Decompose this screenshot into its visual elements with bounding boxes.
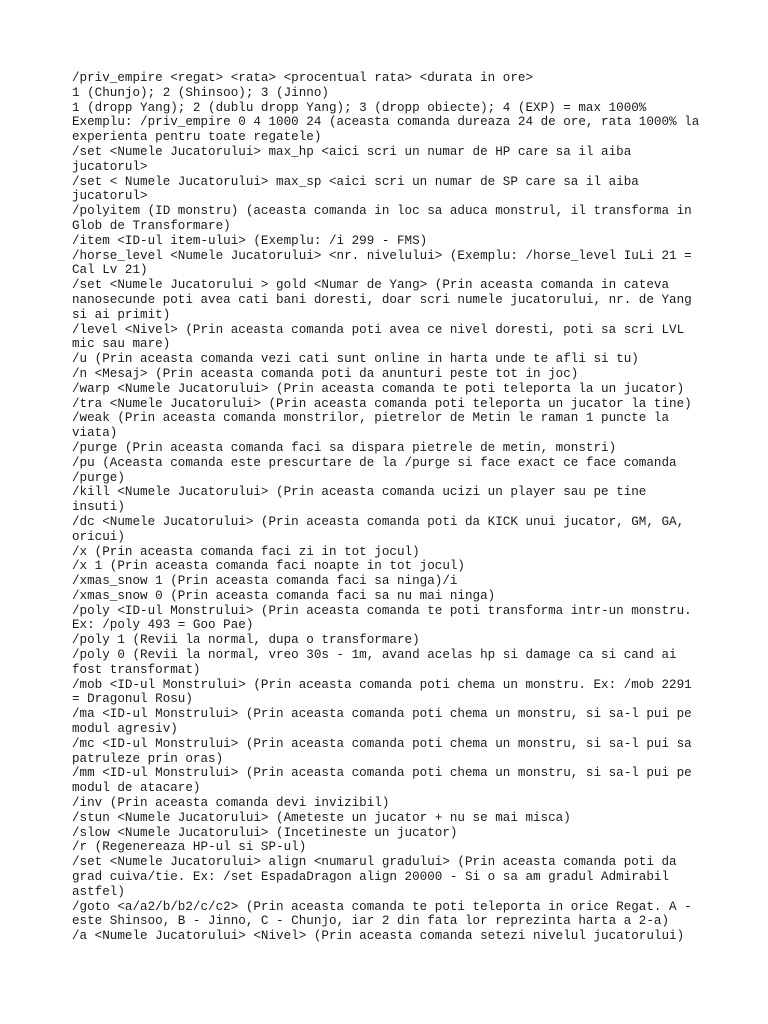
text-line: /horse_level <Numele Jucatorului> <nr. nivelului> (Exemplu: /horse_level IuLi 21 = (72, 248, 692, 263)
text-line: /set <Numele Jucatorului> align <numarul gradului> (Prin aceasta comanda poti da (72, 855, 677, 870)
text-line: /mm <ID-ul Monstrului> (Prin aceasta comanda poti chema un monstru, si sa-l pui pe (72, 766, 692, 781)
text-line: patruleze prin oras) (72, 751, 224, 766)
text-line: experienta pentru toate regatele) (72, 130, 322, 145)
text-line: /poly 1 (Revii la normal, dupa o transformare) (72, 633, 420, 648)
text-line: /polyitem (ID monstru) (aceasta comanda in loc sa aduca monstrul, il transforma in (72, 204, 692, 219)
text-line: /set <Numele Jucatorului> max_hp <aici scri un numar de HP care sa il aiba (72, 144, 632, 159)
text-line: /x (Prin aceasta comanda faci zi in tot jocul) (72, 544, 420, 559)
text-line: modul agresiv) (72, 722, 178, 737)
text-line: /tra <Numele Jucatorului> (Prin aceasta comanda poti teleporta un jucator la tine) (72, 396, 692, 411)
text-line: /level <Nivel> (Prin aceasta comanda poti avea ce nivel doresti, poti sa scri LVL (72, 322, 685, 337)
text-line: 1 (Chunjo); 2 (Shinsoo); 3 (Jinno) (72, 85, 329, 100)
document-page (72, 71, 712, 944)
text-line: /slow <Numele Jucatorului> (Incetineste un jucator) (72, 825, 458, 840)
text-line: /kill <Numele Jucatorului> (Prin aceasta comanda ucizi un player sau pe tine (72, 485, 647, 500)
text-line: oricui) (72, 529, 125, 544)
text-line: /purge (Prin aceasta comanda faci sa dispara pietrele de metin, monstri) (72, 440, 617, 455)
text-line: /dc <Numele Jucatorului> (Prin aceasta comanda poti da KICK unui jucator, GM, GA, (72, 514, 685, 529)
text-line: fost transformat) (72, 662, 201, 677)
text-line: mic sau mare) (72, 337, 171, 352)
text-line: este Shinsoo, B - Jinno, C - Chunjo, iar 2 din fata lor reprezinta harta a 2-a) (72, 914, 670, 929)
text-line: /set <Numele Jucatorului > gold <Numar de Yang> (Prin aceasta comanda in cateva (72, 278, 670, 293)
text-line: /priv_empire <regat> <rata> <procentual rata> <durata in ore> (72, 71, 534, 85)
text-line: modul de atacare) (72, 781, 201, 796)
text-line: /goto <a/a2/b/b2/c/c2> (Prin aceasta comanda te poti teleporta in orice Regat. A - (72, 899, 692, 914)
text-line: /weak (Prin aceasta comanda monstrilor, pietrelor de Metin le raman 1 puncte la (72, 411, 670, 426)
text-line: /xmas_snow 1 (Prin aceasta comanda faci sa ninga)/i (72, 574, 458, 589)
text-line: nanosecunde poti avea cati bani doresti, doar scri numele jucatorului, nr. de Yang (72, 292, 692, 307)
text-line: /purge) (72, 470, 125, 485)
text-line: /poly 0 (Revii la normal, vreo 30s - 1m, avand acelas hp si damage ca si cand ai (72, 648, 677, 663)
text-line: si ai primit) (72, 307, 171, 322)
text-line: /stun <Numele Jucatorului> (Ameteste un jucator + nu se mai misca) (72, 810, 571, 825)
text-line: jucatorul> (72, 189, 148, 204)
text-line: /mob <ID-ul Monstrului> (Prin aceasta comanda poti chema un monstru. Ex: /mob 2291 (72, 677, 692, 692)
text-line: /pu (Aceasta comanda este prescurtare de la /purge si face exact ce face comanda (72, 455, 677, 470)
text-line: viata) (72, 426, 118, 441)
text-line: /item <ID-ul item-ului> (Exemplu: /i 299 - FMS) (72, 233, 428, 248)
text-line: Glob de Transformare) (72, 218, 231, 233)
text-line: /warp <Numele Jucatorului> (Prin aceasta comanda te poti teleporta la un jucator) (72, 381, 685, 396)
text-line: /u (Prin aceasta comanda vezi cati sunt online in harta unde te afli si tu) (72, 352, 639, 367)
text-line: /mc <ID-ul Monstrului> (Prin aceasta comanda poti chema un monstru, si sa-l pui sa (72, 736, 692, 751)
text-line: /x 1 (Prin aceasta comanda faci noapte in tot jocul) (72, 559, 465, 574)
text-line: Cal Lv 21) (72, 263, 148, 278)
text-line: /xmas_snow 0 (Prin aceasta comanda faci sa nu mai ninga) (72, 588, 496, 603)
text-line: /ma <ID-ul Monstrului> (Prin aceasta comanda poti chema un monstru, si sa-l pui pe (72, 707, 692, 722)
text-line: jucatorul> (72, 159, 148, 174)
text-line: /n <Mesaj> (Prin aceasta comanda poti da anunturi peste tot in joc) (72, 366, 579, 381)
text-line: /a <Numele Jucatorului> <Nivel> (Prin aceasta comanda setezi nivelul jucatorului) (72, 929, 685, 944)
text-line: insuti) (72, 500, 125, 515)
text-line: /set < Numele Jucatorului> max_sp <aici scri un numar de SP care sa il aiba (72, 174, 639, 189)
text-line: Exemplu: /priv_empire 0 4 1000 24 (aceasta comanda dureaza 24 de ore, rata 1000% la (72, 115, 700, 130)
text-line: grad cuiva/tie. Ex: /set EspadaDragon align 20000 - Si o sa am gradul Admirabil (72, 870, 670, 885)
text-line: /poly <ID-ul Monstrului> (Prin aceasta comanda te poti transforma intr-un monstru. (72, 603, 692, 618)
text-line: /r (Regenereaza HP-ul si SP-ul) (72, 840, 307, 855)
text-line: = Dragonul Rosu) (72, 692, 193, 707)
text-line: /inv (Prin aceasta comanda devi invizibil) (72, 796, 390, 811)
text-line: astfel) (72, 884, 125, 899)
text-line: 1 (dropp Yang); 2 (dublu dropp Yang); 3 (dropp obiecte); 4 (EXP) = max 1000% (72, 100, 647, 115)
text-line: Ex: /poly 493 = Goo Pae) (72, 618, 254, 633)
